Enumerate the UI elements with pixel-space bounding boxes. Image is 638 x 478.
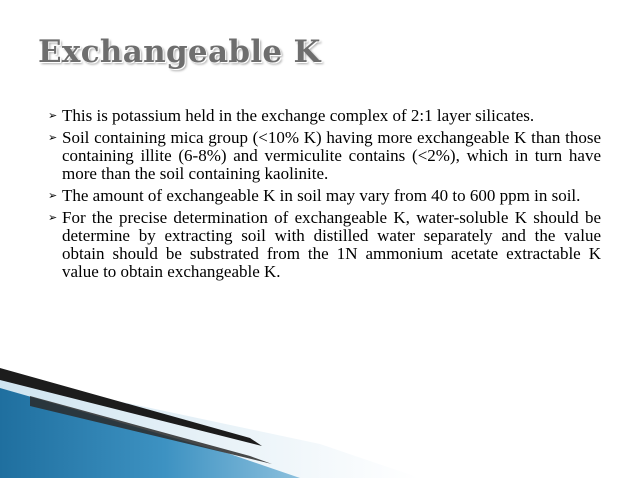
bullet-item — [48, 129, 601, 183]
bullet-text: The amount of exchangeable K in soil may vary from 40 to 600 ppm in soil. — [62, 186, 581, 205]
bullet-text: For the precise determination of exchangeable K, water-soluble K should be determine by extracting soil with distilled water separately and the value obtain should be substrated from the 1N ammonium acetate extractable K value to obtain exchangeable K. — [62, 208, 601, 281]
arrow-bullet-icon: ➢ — [48, 211, 58, 224]
arrow-bullet-icon: ➢ — [48, 131, 58, 144]
bullet-item — [48, 209, 601, 281]
bullet-text: This is potassium held in the exchange complex of 2:1 layer silicates. — [62, 106, 535, 125]
bullet-text: Soil containing mica group (<10% K) having more exchangeable K than those containing illite (6-8%) and vermiculite contains (<2%), which in turn have more than the soil containing kaolinite. — [62, 128, 601, 183]
bullet-item — [48, 187, 601, 205]
slide-title: Exchangeable K — [38, 34, 321, 70]
arrow-bullet-icon: ➢ — [48, 189, 58, 202]
arrow-bullet-icon: ➢ — [48, 109, 58, 122]
decorative-wave — [0, 368, 638, 478]
bullet-item — [48, 107, 601, 125]
bullet-list — [48, 107, 601, 285]
